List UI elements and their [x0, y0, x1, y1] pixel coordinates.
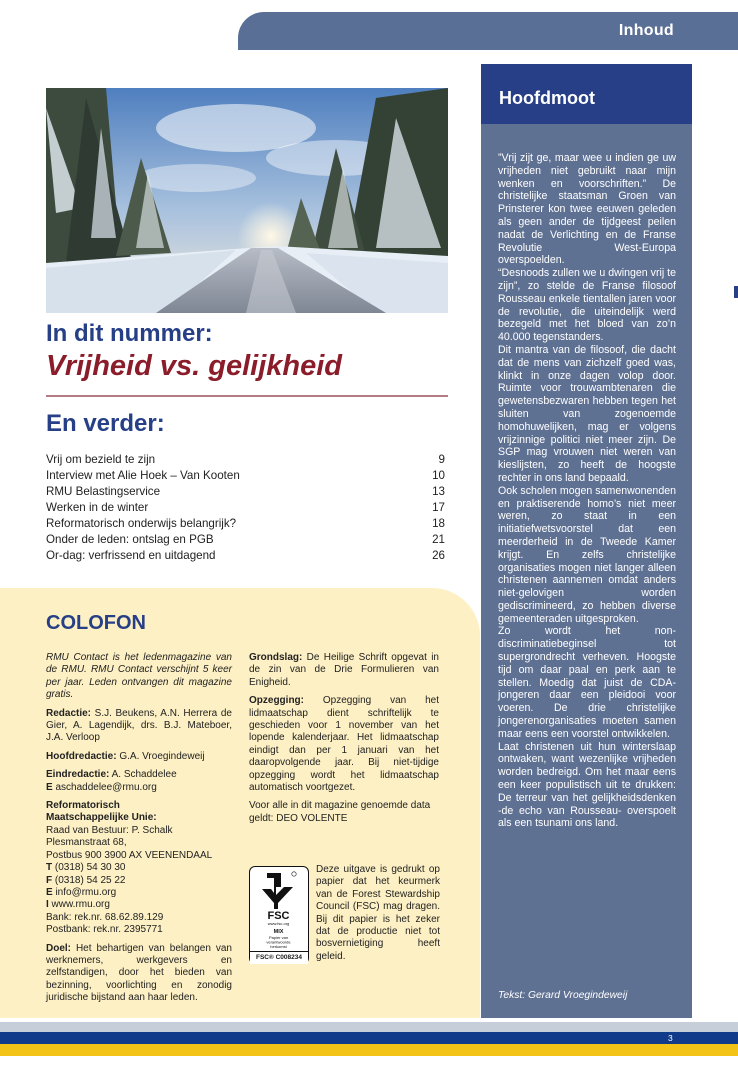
toc-item-label: Interview met Alie Hoek – Van Kooten: [46, 469, 240, 482]
hoofdmoot-paragraph: “Desnoods zullen we u dwingen vrij te zijn”, zo stelde de Franse filosoof Rousseau enkele tientallen jaren voor de revolutie, die uiteindelijk werd bezegeld met het bloed van zo’n 40.000 tegenstanders.: [498, 267, 676, 344]
colofon-redactie: Redactie: S.J. Beukens, A.N. Herrera de Gier, A. Lagendijk, drs. B.J. Mateboer, J.A. Verloop: [46, 707, 232, 744]
toc-item-label: Reformatorisch onderwijs belangrijk?: [46, 517, 237, 530]
section-header-bar: [238, 12, 738, 50]
toc-item-page: 10: [432, 469, 445, 482]
table-of-contents: [46, 452, 445, 564]
toc-item-page: 18: [432, 517, 445, 530]
footer-stripe-navy: [0, 1032, 738, 1044]
hoofdmoot-paragraph: Ook scholen mogen samenwonenden en praktiserende homo’s niet meer weren, zo staat in een initiatiefwetsvoorstel dat een meerderheid in de Tweede Kamer krijgt. En zelfs christelijke organisaties mogen niet langer alleen christenen aannemen omdat anders niet-gelovigen worden gediscrimineerd, zo hebben diverse gemeenteraden uitgesproken.: [498, 484, 676, 625]
colofon-intro: RMU Contact is het ledenmagazine van de RMU. RMU Contact verschijnt 5 keer per jaar. Leden ontvangen dit magazine gratis.: [46, 652, 232, 701]
toc-item-page: 17: [432, 501, 445, 514]
footer-stripe-light: [0, 1022, 738, 1032]
footer-stripe-gold: [0, 1044, 738, 1056]
colofon-title: COLOFON: [46, 612, 146, 634]
title-divider: [46, 395, 448, 397]
fsc-tree-check-icon: [250, 867, 307, 952]
toc-item-label: Onder de leden: ontslag en PGB: [46, 533, 214, 546]
colofon-grondslag: Grondslag: De Heilige Schrift opgevat in de zin van de Drie Formulieren van Enigheid.: [249, 652, 439, 688]
toc-item-page: 13: [432, 485, 445, 498]
fsc-url: www.fsc.org: [267, 921, 290, 926]
fsc-logo: [249, 866, 309, 964]
fsc-mix: MIX: [273, 929, 284, 935]
winter-road-photo: [46, 88, 448, 313]
toc-item[interactable]: [46, 468, 445, 484]
toc-item-label: RMU Belastingservice: [46, 485, 161, 498]
hoofdmoot-text: [498, 152, 676, 830]
colofon-doel: Doel: Het behartigen van belangen van werknemers, werkgevers en zelfstandigen, door het bieden van bezinning, voorlichting en zonodig juridische bijstand aan haar leden.: [46, 942, 232, 1004]
eindredactie-email-link[interactable]: aschaddelee@rmu.org: [52, 781, 157, 793]
hoofdmoot-title: Hoofdmoot: [481, 64, 692, 124]
toc-item-label: Vrij om bezield te zijn: [46, 453, 156, 466]
page-edge-marker: [734, 286, 738, 298]
toc-item-page: 26: [432, 549, 445, 562]
fsc-tagline: verantwoorde: [266, 939, 291, 945]
toc-item-label: Werken in de winter: [46, 501, 149, 514]
colofon-hoofdredactie: Hoofdredactie: G.A. Vroegindeweij: [46, 750, 205, 762]
fsc-code: FSC® C008234: [250, 951, 308, 964]
toc-item[interactable]: [46, 484, 445, 500]
section-label: Inhoud: [618, 22, 674, 39]
toc-item-page: 21: [432, 533, 445, 546]
toc-item[interactable]: [46, 532, 445, 548]
feature-kicker: In dit nummer:: [46, 320, 213, 347]
feature-title: Vrijheid vs. gelijkheid: [46, 350, 343, 382]
hoofdmoot-paragraph: Laat christenen uit hun winterslaap ontwaken, want wezenlijke vrijheden worden bedreigd. Om het maar eens een keer populistisch uit te drukken: De terreur van het gelijkheidsdenken -de echo van Rousseau- overspoelt als een tsunami ons land.: [498, 740, 676, 830]
page-number: 3: [668, 1033, 673, 1043]
colofon-opzegging: Opzegging: Opzegging van het lidmaatschap dient schriftelijk te geschieden voor 1 november van het lopende kalenderjaar. Het lidmaatschap eindigt dan per 1 januari van het daaropvolgende jaar. Bij niet-tijdige opzegging wordt het lidmaatschap automatisch voortgezet.: [249, 695, 439, 794]
email-link[interactable]: info@rmu.org: [52, 886, 117, 898]
fsc-tagline: herkomst: [270, 944, 287, 949]
colofon-column-left: [46, 652, 232, 1011]
toc-title: En verder:: [46, 410, 165, 437]
toc-item[interactable]: [46, 500, 445, 516]
hoofdmoot-paragraph: Zo wordt het non-discriminatiebeginsel tot supergrondrecht verheven. Hoogste tijd om daar paal en perk aan te stellen. Moedig dat juist de CDA-jongeren daar een pleidooi voor voeren. De drie christelijke jongerenorganisaties moeten samen maar eens een voorstel ontwikkelen.: [498, 625, 676, 740]
website-link[interactable]: www.rmu.org: [48, 899, 110, 911]
fsc-tagline: Papier van: [268, 935, 289, 940]
colofon-organisation: Reformatorisch Maatschappelijke Unie: Raad van Bestuur: P. Schalk Plesmanstraat 68, Postbus 900 3900 AX VEENENDAAL T (0318) 54 30 30 F (0318) 54 25 22 E info@rmu.org I www.rmu.org Bank: rek.nr. 68.62.89.129 Postbank: rek.nr. 2395771: [46, 800, 213, 936]
toc-item[interactable]: [46, 548, 445, 564]
hoofdmoot-paragraph: Dit mantra van de filosoof, die dacht dat de mens van zichzelf goed was, klinkt in onze dagen volop door. Ruimte voor trouwambtenaren die gewetensbezwaren hebben tegen het sluiten van zogenoemde homohuwelijken, mag er volgens vrijzinnige politici niet meer zijn. De SGP mag vrouwen niet weren van kieslijsten, zo heeft de hoogste rechter in ons land bepaald.: [498, 343, 676, 484]
toc-item[interactable]: [46, 516, 445, 532]
fsc-note: Deze uitgave is gedrukt op papier dat het keurmerk van de Forest Stewardship Council (FSC) mag dragen. Bij dit papier is het zeker dat de productie niet tot bosvernietiging heeft geleid.: [316, 864, 440, 962]
toc-item-page: 9: [438, 453, 445, 466]
hoofdmoot-paragraph: ”Vrij zijt ge, maar wee u indien ge uw vrijheden niet gebruikt naar mijn wenken en voorschriften.” De christelijke staatsman Groen van Prinsterer kon twee eeuwen geleden als geen ander de tijdgeest peilen nadat de Verlichting en de Franse Revolutie West-Europa overspoelden.: [498, 152, 676, 267]
colofon-eindredactie: Eindredactie: A. Schaddelee E aschaddelee@rmu.org: [46, 769, 177, 793]
toc-item-label: Or-dag: verfrissend en uitdagend: [46, 549, 216, 562]
toc-item[interactable]: [46, 452, 445, 468]
colofon-disclaimer: Voor alle in dit magazine genoemde data geldt: DEO VOLENTE: [249, 800, 431, 824]
colofon-column-right: [249, 652, 439, 831]
fsc-brand: FSC: [267, 910, 290, 922]
hoofdmoot-credit: Tekst: Gerard Vroegindeweij: [498, 990, 628, 1001]
